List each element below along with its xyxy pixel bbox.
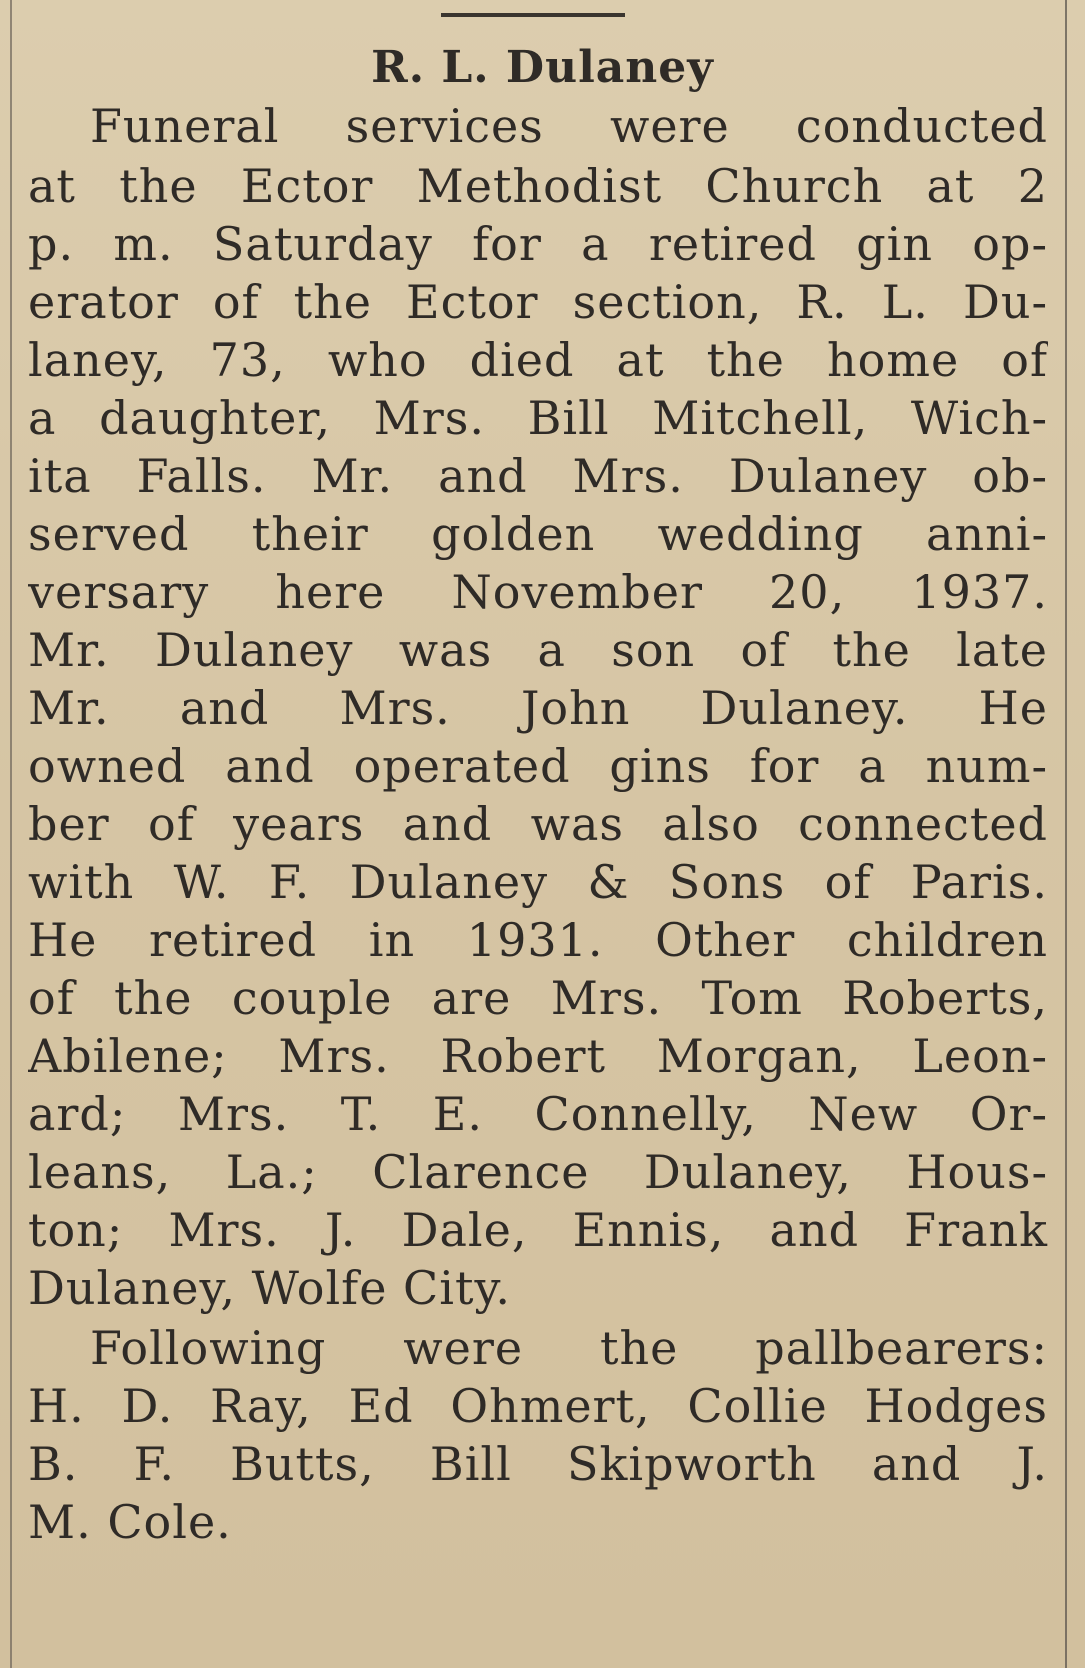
body-line-17: Abilene; Mrs. Robert Morgan, Leon- (28, 1029, 1048, 1083)
body-line-12: owned and operated gins for a num- (28, 739, 1048, 793)
body-line-20: ton; Mrs. J. Dale, Ennis, and Frank (28, 1203, 1048, 1257)
body-line-5: laney, 73, who died at the home of (28, 333, 1048, 387)
body-line-4: erator of the Ector section, R. L. Du- (28, 275, 1048, 329)
body-line-1: Funeral services were conducted (90, 99, 1048, 153)
body-line-18: ard; Mrs. T. E. Connelly, New Or- (28, 1087, 1048, 1141)
pallbearers-line-3: B. F. Butts, Bill Skipworth and J. (28, 1437, 1048, 1491)
body-line-6: a daughter, Mrs. Bill Mitchell, Wich- (28, 391, 1048, 445)
body-line-14: with W. F. Dulaney & Sons of Paris. (28, 855, 1048, 909)
right-column-rule (1065, 0, 1067, 1668)
body-line-15: He retired in 1931. Other children (28, 913, 1048, 967)
body-line-19: leans, La.; Clarence Dulaney, Hous- (28, 1145, 1048, 1199)
body-line-2: at the Ector Methodist Church at 2 (28, 159, 1048, 213)
body-line-9: versary here November 20, 1937. (28, 565, 1048, 619)
body-line-8: served their golden wedding anni- (28, 507, 1048, 561)
pallbearers-line-1: Following were the pallbearers: (90, 1321, 1048, 1375)
article-title: R. L. Dulaney (371, 42, 714, 93)
body-line-3: p. m. Saturday for a retired gin op- (28, 217, 1048, 271)
pallbearers-line-4: M. Cole. (28, 1495, 232, 1549)
top-divider-rule (441, 13, 625, 17)
body-line-16: of the couple are Mrs. Tom Roberts, (28, 971, 1048, 1025)
body-line-10: Mr. Dulaney was a son of the late (28, 623, 1048, 677)
left-column-rule (10, 0, 12, 1668)
body-line-7: ita Falls. Mr. and Mrs. Dulaney ob- (28, 449, 1048, 503)
body-line-21: Dulaney, Wolfe City. (28, 1261, 511, 1315)
pallbearers-line-2: H. D. Ray, Ed Ohmert, Collie Hodges (28, 1379, 1048, 1433)
body-line-11: Mr. and Mrs. John Dulaney. He (28, 681, 1048, 735)
body-line-13: ber of years and was also connected (28, 797, 1048, 851)
